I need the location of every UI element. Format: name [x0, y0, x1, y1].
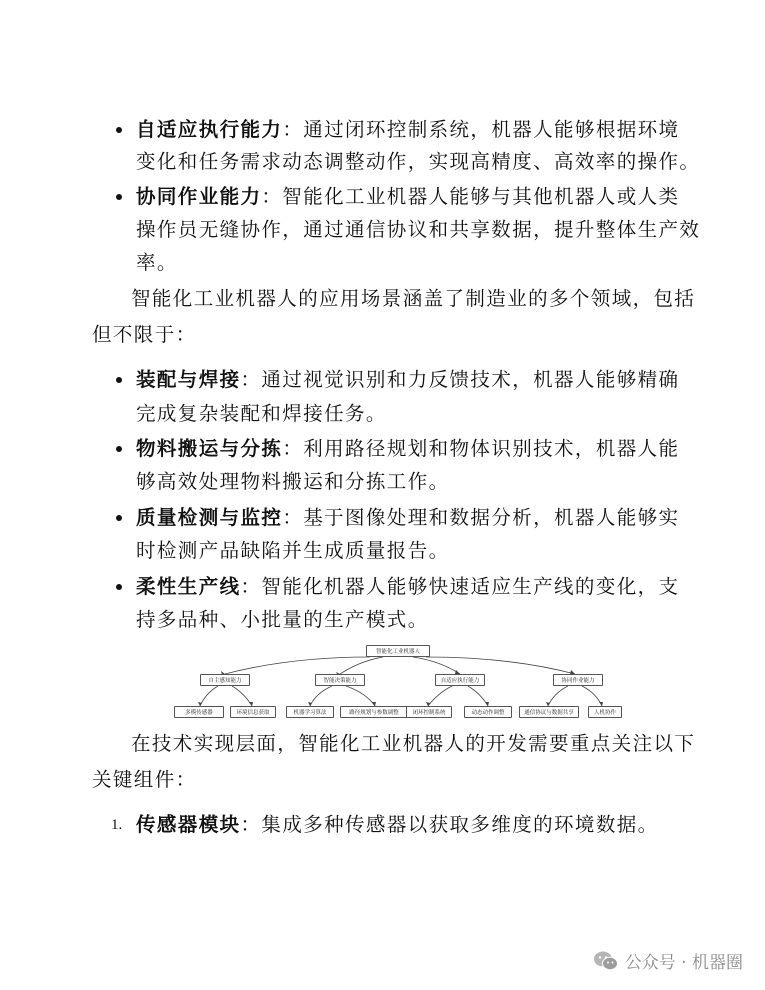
- item-term: 质量检测与监控: [136, 506, 283, 529]
- diagram-leaf: 动态动作调整: [464, 706, 512, 718]
- bullet-dot: [116, 584, 122, 590]
- item-text: ：智能化工业机器人能够与其他机器人或人类: [261, 185, 680, 208]
- item-term: 装配与焊接: [136, 368, 241, 391]
- diagram-leaf: 通信协议与数据共享: [519, 706, 579, 718]
- item-text-cont: 持多品种、小批量的生产模式。: [136, 608, 429, 631]
- bullet-dot: [116, 194, 122, 200]
- list-item: [136, 368, 679, 392]
- list-item: [136, 575, 679, 599]
- paragraph-line: 但不限于：: [92, 323, 197, 346]
- item-term: 协同作业能力: [136, 185, 262, 208]
- list-item: [136, 118, 679, 142]
- item-text-cont: 时检测产品缺陷并生成质量报告。: [136, 539, 450, 562]
- list-item: [136, 506, 679, 530]
- bullet-dot: [116, 446, 122, 452]
- item-text: ：通过闭环控制系统，机器人能够根据环境: [282, 118, 680, 141]
- diagram-leaf: 路径规划与参数调整: [340, 706, 408, 718]
- paragraph-line: 智能化工业机器人的应用场景涵盖了制造业的多个领域，包括: [131, 287, 696, 310]
- bullet-dot: [116, 127, 122, 133]
- item-term: 传感器模块: [136, 813, 241, 836]
- diagram-branch: 自适应执行能力: [435, 674, 485, 686]
- item-text-cont: 够高效处理物料搬运和分拣工作。: [136, 470, 450, 493]
- wechat-icon: [593, 950, 619, 972]
- diagram-leaf: 多模传感器: [174, 706, 224, 718]
- diagram-branch: 协同作业能力: [553, 674, 603, 686]
- item-term: 物料搬运与分拣: [136, 437, 283, 460]
- bullet-dot: [116, 377, 122, 383]
- diagram-leaf: 人机协作: [588, 706, 622, 718]
- paragraph-line: 关键组件：: [92, 768, 197, 791]
- hierarchy-diagram: [170, 643, 630, 727]
- item-text-cont: 完成复杂装配和焊接任务。: [136, 402, 387, 425]
- paragraph-line: 在技术实现层面，智能化工业机器人的开发需要重点关注以下: [131, 732, 696, 755]
- item-text: ：通过视觉识别和力反馈技术，机器人能够精确: [240, 368, 680, 391]
- item-text-cont: 率。: [136, 251, 178, 274]
- item-text: ：智能化机器人能够快速适应生产线的变化，支: [240, 575, 680, 598]
- bullet-dot: [116, 515, 122, 521]
- watermark: [593, 948, 743, 973]
- item-text: ：利用路径规划和物体识别技术，机器人能: [282, 437, 680, 460]
- item-term: 柔性生产线: [136, 575, 241, 598]
- watermark-text: 公众号 · 机器圈: [624, 953, 743, 973]
- diagram-root: 智能化工业机器人: [366, 645, 430, 657]
- diagram-leaf: 环境信息获取: [230, 706, 276, 718]
- list-item: [136, 437, 679, 461]
- numbered-item: [136, 813, 659, 837]
- diagram-branch: 自主感知能力: [200, 674, 250, 686]
- item-text-cont: 操作员无缝协作，通过通信协议和共享数据，提升整体生产效: [136, 218, 701, 241]
- diagram-leaf: 闭环控制系统: [406, 706, 452, 718]
- item-text: ：集成多种传感器以获取多维度的环境数据。: [240, 813, 659, 836]
- diagram-branch: 智能决策能力: [315, 674, 365, 686]
- item-term: 自适应执行能力: [136, 118, 283, 141]
- item-text-cont: 变化和任务需求动态调整动作，实现高精度、高效率的操作。: [136, 150, 701, 173]
- list-number: 1.: [111, 817, 123, 833]
- item-text: ：基于图像处理和数据分析，机器人能够实: [282, 506, 680, 529]
- list-item: [136, 185, 679, 209]
- diagram-leaf: 机器学习算法: [286, 706, 334, 718]
